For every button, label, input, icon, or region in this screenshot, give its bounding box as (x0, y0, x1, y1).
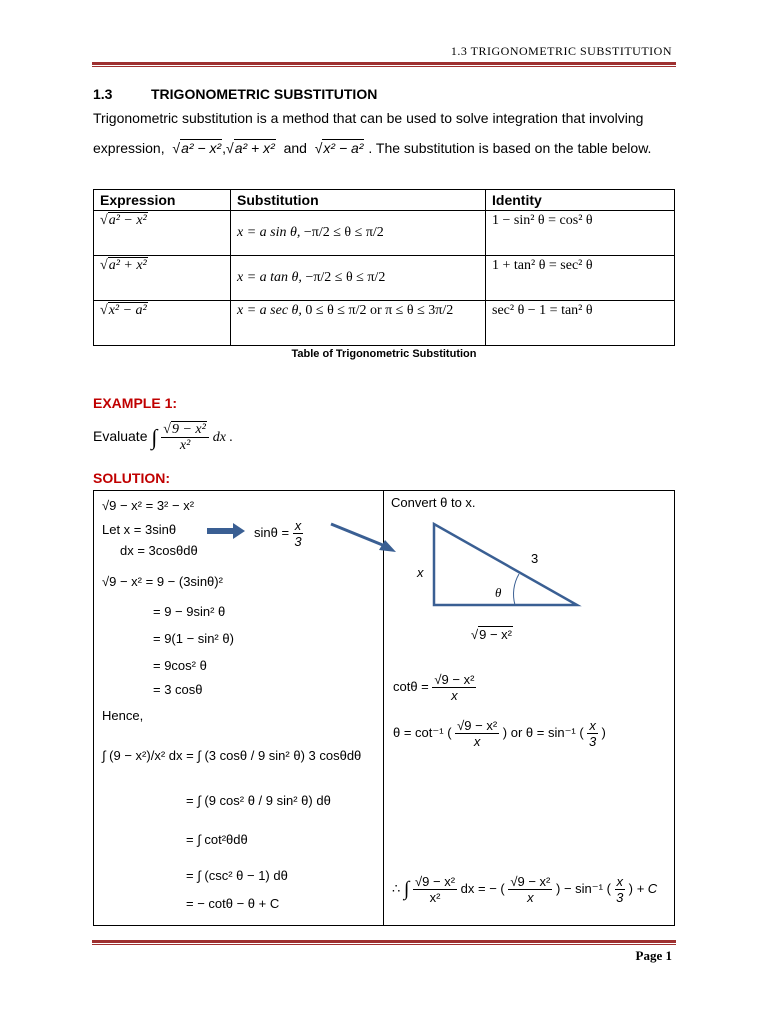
expression-text: a² + x² (108, 258, 147, 273)
final-sin-inverse: − sin⁻¹ (563, 880, 603, 896)
header-rule (92, 62, 676, 65)
theta-cot-fraction: $\frac{\text{√9 − x²}}{x}$ (457, 718, 498, 749)
evaluate-label: Evaluate (93, 428, 148, 445)
identity-cell: 1 − sin² θ = cos² θ (486, 211, 675, 256)
cot-label: cotθ = (393, 678, 429, 694)
intro-and: and (283, 140, 307, 156)
theta-cot-den: x (473, 734, 481, 749)
final-num: 9 − x² (422, 874, 456, 889)
step-sub-text: 9 − x² = 9 − (3sinθ)² (109, 574, 223, 589)
final-sin-fraction (615, 874, 626, 905)
expression-text: a² − x² (108, 213, 147, 228)
theta-cot-num: 9 − x² (464, 718, 498, 733)
integrand-numerator: 9 − x² (171, 422, 206, 437)
therefore-symbol: ∴ (392, 880, 401, 896)
final-cot-fraction: $\frac{\text{√9 − x²}}{x}$ (510, 874, 551, 905)
theta-sin-fraction (587, 718, 598, 749)
small-arrow-icon (207, 523, 245, 539)
final-constant: + C (636, 880, 658, 896)
right-triangle (434, 524, 577, 605)
theta-sin-num: x (589, 718, 596, 733)
step-simplify-4: = 3 cosθ (153, 682, 203, 697)
sin-num: x (294, 518, 302, 533)
intro-text: expression, (93, 140, 165, 156)
convert-label: Convert θ to x. (391, 495, 476, 510)
col-header-substitution: Substitution (231, 190, 486, 211)
triangle-opposite: x (417, 565, 424, 580)
integrand-dx: dx . (212, 430, 233, 446)
expression-cell: √a² − x² (94, 211, 231, 256)
step-simplify-3: = 9cos² θ (153, 658, 207, 673)
range-text: −π/2 ≤ θ ≤ π/2 (303, 225, 384, 240)
integral-step-1: ∫ (9 − x²)/x² dx = ∫ (3 cosθ / 9 sin² θ) 3 cosθdθ (102, 748, 362, 763)
expression-cell: √x² − a² (94, 301, 231, 346)
table-row (94, 301, 675, 346)
final-answer: ∴ ∫ $\frac{\text{√9 − x²}}{\text{x²}}$ dx = − ( $\frac{\text{√9 − x²}}{x}$ ) − sin⁻¹ ( $\frac{x}{3}$ ) + C (392, 874, 658, 905)
substitution-cell (231, 256, 486, 301)
range-text: −π/2 ≤ θ ≤ π/2 (305, 270, 386, 285)
footer-rule (92, 940, 676, 943)
col-header-identity: Identity (486, 190, 675, 211)
sin-den: 3 (294, 534, 302, 549)
substitution-cell (231, 211, 486, 256)
intro-line-1: Trigonometric substitution is a method that can be used to solve integration that involving (93, 110, 644, 126)
integral-sign: ∫ (151, 424, 158, 450)
range-text: 0 ≤ θ ≤ π/2 or π ≤ θ ≤ 3π/2 (305, 303, 454, 318)
adjacent-text: 9 − x² (479, 627, 513, 642)
substitution-cell (231, 301, 486, 346)
example-heading: EXAMPLE 1: (93, 395, 178, 411)
final-integrand: $\frac{\text{√9 − x²}}{\text{x²}}$ (415, 874, 456, 905)
step-sub: √9 − x² = 9 − (3sinθ)² (102, 574, 223, 589)
substitution-table (93, 189, 675, 346)
solution-heading: SOLUTION: (93, 470, 170, 486)
section-title: TRIGONOMETRIC SUBSTITUTION (151, 86, 378, 102)
step-simplify-1: = 9 − 9sin² θ (153, 604, 226, 619)
table-row (94, 256, 675, 301)
example-prompt (93, 422, 233, 453)
step-1: √9 − x² = 3² − x² (102, 498, 195, 513)
cot-den: x (451, 688, 458, 703)
substitution-text: x = a sec θ, (237, 303, 302, 318)
triangle-hypotenuse: 3 (531, 551, 539, 566)
integral-step-4: = ∫ (csc² θ − 1) dθ (186, 868, 288, 883)
sin-theta-label: sinθ = (254, 524, 290, 540)
triangle-adjacent: √9 − x² (471, 627, 513, 642)
step-1-text: 9 − x² = 3² − x² (109, 498, 195, 513)
step-let: Let x = 3sinθ (102, 522, 177, 537)
cot-fraction: $\frac{\text{√9 − x²}}{x}$ (434, 672, 475, 703)
final-mid: dx = − (460, 880, 497, 896)
step-simplify-2: = 9(1 − sin² θ) (153, 631, 234, 646)
table-header-row (94, 190, 675, 211)
intro-expr-1: a² − x² (181, 140, 222, 156)
identity-cell: sec² θ − 1 = tan² θ (486, 301, 675, 346)
theta-sin-den: 3 (588, 734, 597, 749)
final-den: x² (429, 890, 441, 905)
substitution-text: x = a tan θ, (237, 270, 302, 285)
section-number: 1.3 (93, 86, 113, 102)
integral-step-5: = − cotθ − θ + C (186, 896, 280, 911)
intro-line-2: expression, √a² − x²,√a² + x² and √x² − a² . The substitution is based on the table below. (93, 140, 652, 156)
intro-expr-2: a² + x² (234, 140, 275, 156)
table-caption: Table of Trigonometric Substitution (291, 348, 477, 360)
footer-rule-thin (92, 944, 676, 945)
integrand-denominator: x² (179, 438, 191, 453)
solution-diagram (93, 490, 675, 926)
diagonal-arrow-icon (331, 524, 396, 552)
expression-text: x² − a² (108, 303, 147, 318)
substitution-text: x = a sin θ, (237, 225, 301, 240)
or-word: or (510, 724, 523, 740)
final-sin-den: 3 (616, 890, 624, 905)
page-number: Page 1 (635, 948, 672, 963)
integral-step-3: = ∫ cot²θdθ (186, 832, 248, 847)
header-rule-thin (92, 66, 676, 67)
theta-equation: θ = cot⁻¹ ( $\frac{\text{√9 − x²}}{x}$ ) or θ = sin⁻¹ ( $\frac{x}{3}$ ) (393, 718, 606, 749)
expression-cell: √a² + x² (94, 256, 231, 301)
intro-tail: . The substitution is based on the table below. (368, 140, 652, 156)
identity-cell: 1 + tan² θ = sec² θ (486, 256, 675, 301)
intro-expr-3: x² − a² (323, 140, 364, 156)
integrand-fraction: $\frac{\text{√9 − x²}}{\text{x²}}$ (161, 422, 209, 453)
cot-num: 9 − x² (441, 672, 475, 687)
final-cot-num: 9 − x² (517, 874, 551, 889)
final-sin-num: x (616, 874, 624, 889)
cot-equation (393, 672, 476, 703)
integral-step-2: = ∫ (9 cos² θ / 9 sin² θ) dθ (186, 793, 331, 808)
col-header-expression: Expression (94, 190, 231, 211)
hence-label: Hence, (102, 708, 144, 723)
triangle-angle: θ (495, 585, 502, 600)
final-integral-sign: ∫ (403, 878, 410, 900)
running-header: 1.3 TRIGONOMETRIC SUBSTITUTION (450, 44, 672, 58)
step-dx: dx = 3cosθdθ (120, 543, 198, 558)
theta-cot-inverse: θ = cot⁻¹ (393, 724, 444, 740)
final-cot-den: x (527, 890, 534, 905)
theta-sin-inverse: θ = sin⁻¹ (525, 724, 576, 740)
table-row (94, 211, 675, 256)
